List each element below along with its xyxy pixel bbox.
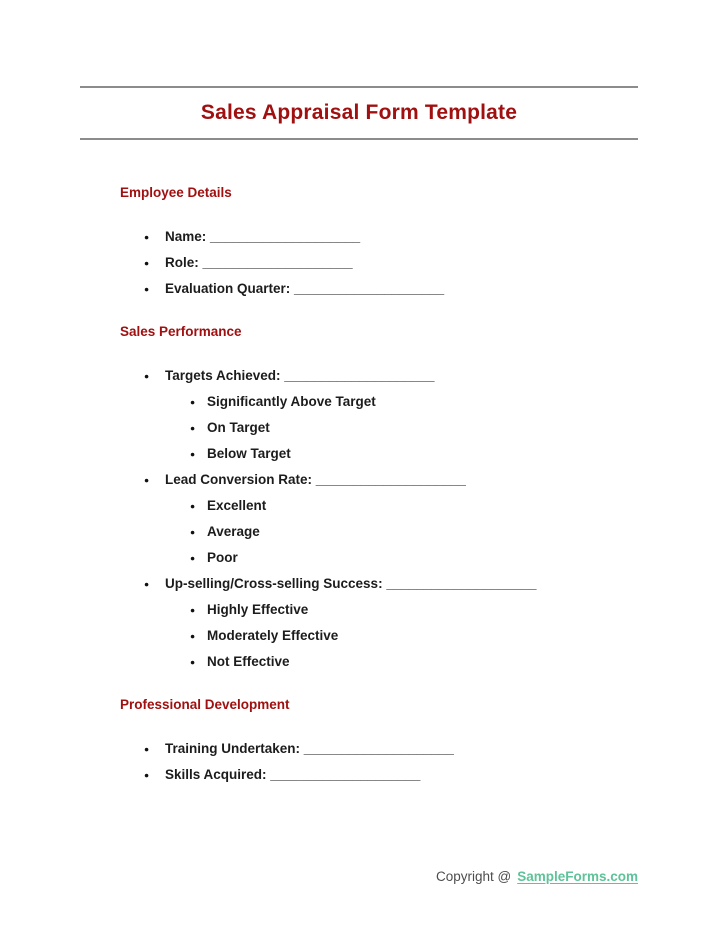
list-item <box>144 250 638 276</box>
item-blank: ____________________ <box>266 767 421 782</box>
list-item <box>144 571 638 675</box>
subitem-label: Poor <box>207 550 238 565</box>
brand-link[interactable]: SampleForms.com <box>517 869 638 884</box>
bullet-icon: ● <box>144 770 150 780</box>
bullet-icon: ● <box>144 744 150 754</box>
bullet-icon: ● <box>144 258 150 268</box>
item-label: Lead Conversion Rate: <box>165 472 313 487</box>
item-blank: ____________________ <box>280 368 435 383</box>
subitem-label: Moderately Effective <box>207 628 339 643</box>
form-section <box>80 693 638 788</box>
bullet-icon: ● <box>144 232 150 242</box>
form-section <box>80 181 638 302</box>
list-item <box>144 224 638 250</box>
subitem-label: Excellent <box>207 498 267 513</box>
title-block <box>80 86 638 140</box>
item-label: Role: <box>165 255 199 270</box>
bullet-icon: ● <box>144 371 150 381</box>
subitem-label: Highly Effective <box>207 602 309 617</box>
item-blank: ____________________ <box>382 576 537 591</box>
section-heading: Sales Performance <box>120 324 242 339</box>
copyright-text: Copyright @ <box>435 869 512 884</box>
document-page <box>80 0 638 886</box>
bullet-icon: ● <box>190 423 196 433</box>
bullet-icon: ● <box>190 527 196 537</box>
subitem-label: Average <box>207 524 260 539</box>
bullet-list <box>144 736 638 788</box>
list-item <box>144 363 638 467</box>
bullet-icon: ● <box>190 657 196 667</box>
sub-list-item <box>190 545 638 571</box>
item-label: Evaluation Quarter: <box>165 281 291 296</box>
subitem-label: On Target <box>207 420 270 435</box>
sub-list <box>190 597 638 675</box>
bullet-list <box>144 363 638 675</box>
list-item <box>144 467 638 571</box>
sub-list-item <box>190 415 638 441</box>
bullet-icon: ● <box>144 475 150 485</box>
item-label: Training Undertaken: <box>165 741 301 756</box>
list-item <box>144 736 638 762</box>
title-divider-bottom <box>80 138 638 140</box>
bullet-icon: ● <box>190 501 196 511</box>
item-blank: ____________________ <box>290 281 445 296</box>
item-label: Skills Acquired: <box>165 767 267 782</box>
sub-list-item <box>190 389 638 415</box>
bullet-icon: ● <box>190 449 196 459</box>
item-label: Name: <box>165 229 207 244</box>
section-heading: Professional Development <box>120 697 290 712</box>
subitem-label: Not Effective <box>207 654 290 669</box>
item-label: Targets Achieved: <box>165 368 281 383</box>
footer <box>80 868 638 886</box>
item-blank: ____________________ <box>206 229 361 244</box>
bullet-icon: ● <box>190 631 196 641</box>
subitem-label: Significantly Above Target <box>207 394 376 409</box>
bullet-icon: ● <box>190 397 196 407</box>
sub-list-item <box>190 623 638 649</box>
sub-list-item <box>190 649 638 675</box>
sub-list <box>190 389 638 467</box>
item-blank: ____________________ <box>198 255 353 270</box>
sub-list-item <box>190 519 638 545</box>
form-section <box>80 320 638 675</box>
item-blank: ____________________ <box>300 741 454 756</box>
list-item <box>144 762 638 788</box>
sub-list-item <box>190 493 638 519</box>
section-heading: Employee Details <box>120 185 232 200</box>
sub-list-item <box>190 441 638 467</box>
page-title: Sales Appraisal Form Template <box>200 101 518 124</box>
bullet-icon: ● <box>190 553 196 563</box>
form-body <box>80 181 638 788</box>
bullet-icon: ● <box>144 579 150 589</box>
bullet-icon: ● <box>144 284 150 294</box>
item-label: Up-selling/Cross-selling Success: <box>165 576 383 591</box>
sub-list <box>190 493 638 571</box>
list-item <box>144 276 638 302</box>
subitem-label: Below Target <box>207 446 291 461</box>
sub-list-item <box>190 597 638 623</box>
bullet-list <box>144 224 638 302</box>
bullet-icon: ● <box>190 605 196 615</box>
item-blank: ____________________ <box>312 472 466 487</box>
